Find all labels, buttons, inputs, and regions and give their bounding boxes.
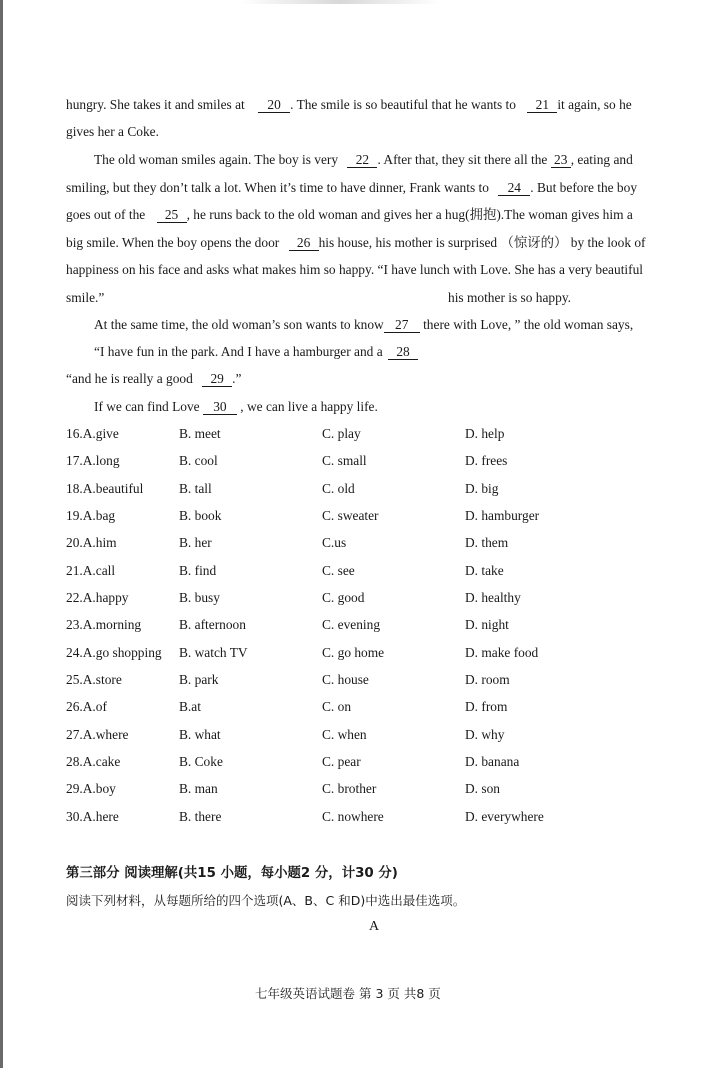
option-d: D. banana (465, 754, 520, 769)
option-c: C. go home (322, 644, 385, 660)
option-b: B. afternoon (179, 617, 246, 633)
option-c: C. good (322, 590, 365, 605)
option-c: C. play (322, 426, 361, 441)
option-b: B. Coke (179, 754, 223, 769)
option-b: B. watch TV (179, 644, 248, 660)
passage-text: his mother is so happy. (448, 290, 571, 305)
passage-text: If we can find Love (94, 399, 203, 414)
option-a: 28.A.cake (66, 754, 121, 769)
option-c: C. when (322, 726, 367, 742)
option-d: D. them (465, 535, 509, 551)
passage-line (94, 344, 418, 360)
passage-text: , eating and (570, 152, 633, 167)
passage-text: smiling, but they don’t talk a lot. When it’s time to have dinner, Frank wants to (66, 180, 493, 195)
passage-text: it again, so he (557, 97, 632, 112)
option-row (66, 535, 686, 553)
option-row (66, 563, 686, 581)
option-a: 23.A.morning (66, 617, 142, 633)
passage-line (94, 152, 633, 168)
option-d: D. healthy (465, 590, 521, 605)
passage-text: “I have fun in the park. And I have a hamburger and a (94, 344, 387, 359)
option-d: D. room (465, 672, 510, 687)
blank-26: 26 (289, 236, 319, 251)
section-title: 第三部分 阅读理解(共15 小题，每小题2 分，计30 分) (66, 866, 398, 881)
option-c: C. brother (322, 781, 377, 797)
option-row (66, 781, 686, 799)
option-c: C. pear (322, 754, 361, 769)
option-b: B.at (179, 699, 201, 715)
passage-text: gives her a Coke. (66, 124, 159, 139)
blank-25: 25 (157, 208, 187, 223)
option-a: 29.A.boy (66, 781, 116, 797)
option-d: D. from (465, 699, 508, 715)
passage-text: his house, his mother is surprised （惊讶的） by the look of (318, 235, 646, 250)
option-row (66, 727, 686, 745)
passage-text: At the same time, the old woman’s son wants to know (94, 317, 384, 332)
option-c: C. on (322, 699, 352, 715)
passage-line (66, 97, 632, 113)
passage-line (66, 262, 643, 278)
passage-text: hungry. She takes it and smiles at (66, 97, 249, 112)
passage-text: , he runs back to the old woman and gives her a hug(拥抱).The woman gives him a (186, 207, 633, 222)
option-c: C. evening (322, 617, 381, 633)
option-b: B. man (179, 781, 218, 797)
passage-line (448, 290, 571, 306)
option-b: B. meet (179, 426, 221, 441)
option-b: B. find (179, 562, 217, 578)
option-row (66, 617, 686, 635)
passage-line (66, 290, 104, 306)
option-a: 21.A.call (66, 562, 116, 578)
option-a: 16.A.give (66, 426, 119, 441)
option-a: 19.A.bag (66, 508, 116, 523)
option-row (66, 481, 686, 499)
option-a: 27.A.where (66, 726, 129, 742)
option-d: D. hamburger (465, 508, 540, 523)
option-c: C. nowhere (322, 808, 384, 824)
option-b: B. park (179, 672, 219, 687)
option-d: D. frees (465, 453, 508, 469)
passage-text: “and he is really a good (66, 371, 197, 386)
passage-text: smile.” (66, 290, 105, 305)
option-b: B. cool (179, 453, 218, 469)
passage-text: The old woman smiles again. The boy is very (94, 152, 342, 167)
option-d: D. make food (465, 644, 539, 660)
blank-30: 30 (203, 400, 237, 415)
option-row (66, 672, 686, 690)
option-a: 17.A.long (66, 453, 120, 469)
option-d: D. take (465, 562, 504, 578)
option-row (66, 508, 686, 526)
option-row (66, 453, 686, 471)
option-d: D. why (465, 726, 505, 742)
option-b: B. there (179, 808, 222, 824)
passage-line (66, 180, 637, 196)
blank-21: 21 (527, 98, 557, 113)
option-c: C.us (322, 535, 347, 551)
option-b: B. tall (179, 480, 212, 496)
passage-text: . After that, they sit there all the (377, 152, 551, 167)
passage-line (66, 371, 241, 387)
passage-text: there with Love, ” the old woman says, (419, 317, 634, 332)
option-a: 24.A.go shopping (66, 644, 162, 660)
blank-27: 27 (384, 318, 420, 333)
option-c: C. sweater (322, 508, 379, 523)
blank-22: 22 (347, 153, 377, 168)
option-a: 22.A.happy (66, 590, 129, 605)
option-d: D. help (465, 426, 505, 441)
option-d: D. big (465, 480, 499, 496)
passage-line (94, 317, 633, 333)
option-row (66, 645, 686, 663)
blank-28: 28 (388, 345, 418, 360)
option-a: 25.A.store (66, 672, 122, 687)
option-d: D. son (465, 781, 500, 797)
option-d: D. night (465, 617, 509, 633)
blank-29: 29 (202, 372, 232, 387)
passage-text: , we can live a happy life. (236, 399, 378, 414)
passage-label: A (369, 919, 380, 934)
option-row (66, 699, 686, 717)
option-c: C. house (322, 672, 369, 687)
option-c: C. see (322, 562, 355, 578)
blank-20: 20 (258, 98, 290, 113)
option-b: B. her (179, 535, 212, 551)
option-a: 20.A.him (66, 535, 117, 551)
passage-text: . But before the boy (530, 180, 638, 195)
passage-line (66, 207, 633, 223)
passage-text: .” (232, 371, 242, 386)
option-c: C. old (322, 480, 355, 496)
page-footer: 七年级英语试题卷 第 3 页 共8 页 (255, 986, 441, 1001)
option-row (66, 809, 686, 827)
passage-text: . The smile is so beautiful that he wants to (290, 97, 520, 112)
option-row (66, 590, 686, 608)
option-b: B. book (179, 508, 222, 523)
passage-text: happiness on his face and asks what makes him so happy. “I have lunch with Love. She has a very beautiful (66, 262, 644, 277)
option-a: 26.A.of (66, 699, 107, 715)
option-row (66, 426, 686, 444)
passage-text: big smile. When the boy opens the door (66, 235, 283, 250)
passage-line (94, 399, 378, 415)
option-b: B. busy (179, 590, 220, 605)
option-a: 18.A.beautiful (66, 480, 144, 496)
passage-line (66, 235, 646, 251)
option-b: B. what (179, 726, 221, 742)
option-a: 30.A.here (66, 808, 119, 824)
option-d: D. everywhere (465, 808, 544, 824)
blank-24: 24 (498, 181, 530, 196)
passage-line (66, 124, 159, 140)
section-instruction: 阅读下列材料，从每题所给的四个选项(A、B、C 和D)中选出最佳选项。 (66, 893, 466, 908)
scan-mark (240, 0, 440, 4)
scan-edge (0, 0, 3, 1068)
passage-text: goes out of the (66, 207, 149, 222)
option-c: C. small (322, 453, 367, 469)
option-row (66, 754, 686, 772)
blank-23: 23 (551, 153, 571, 168)
